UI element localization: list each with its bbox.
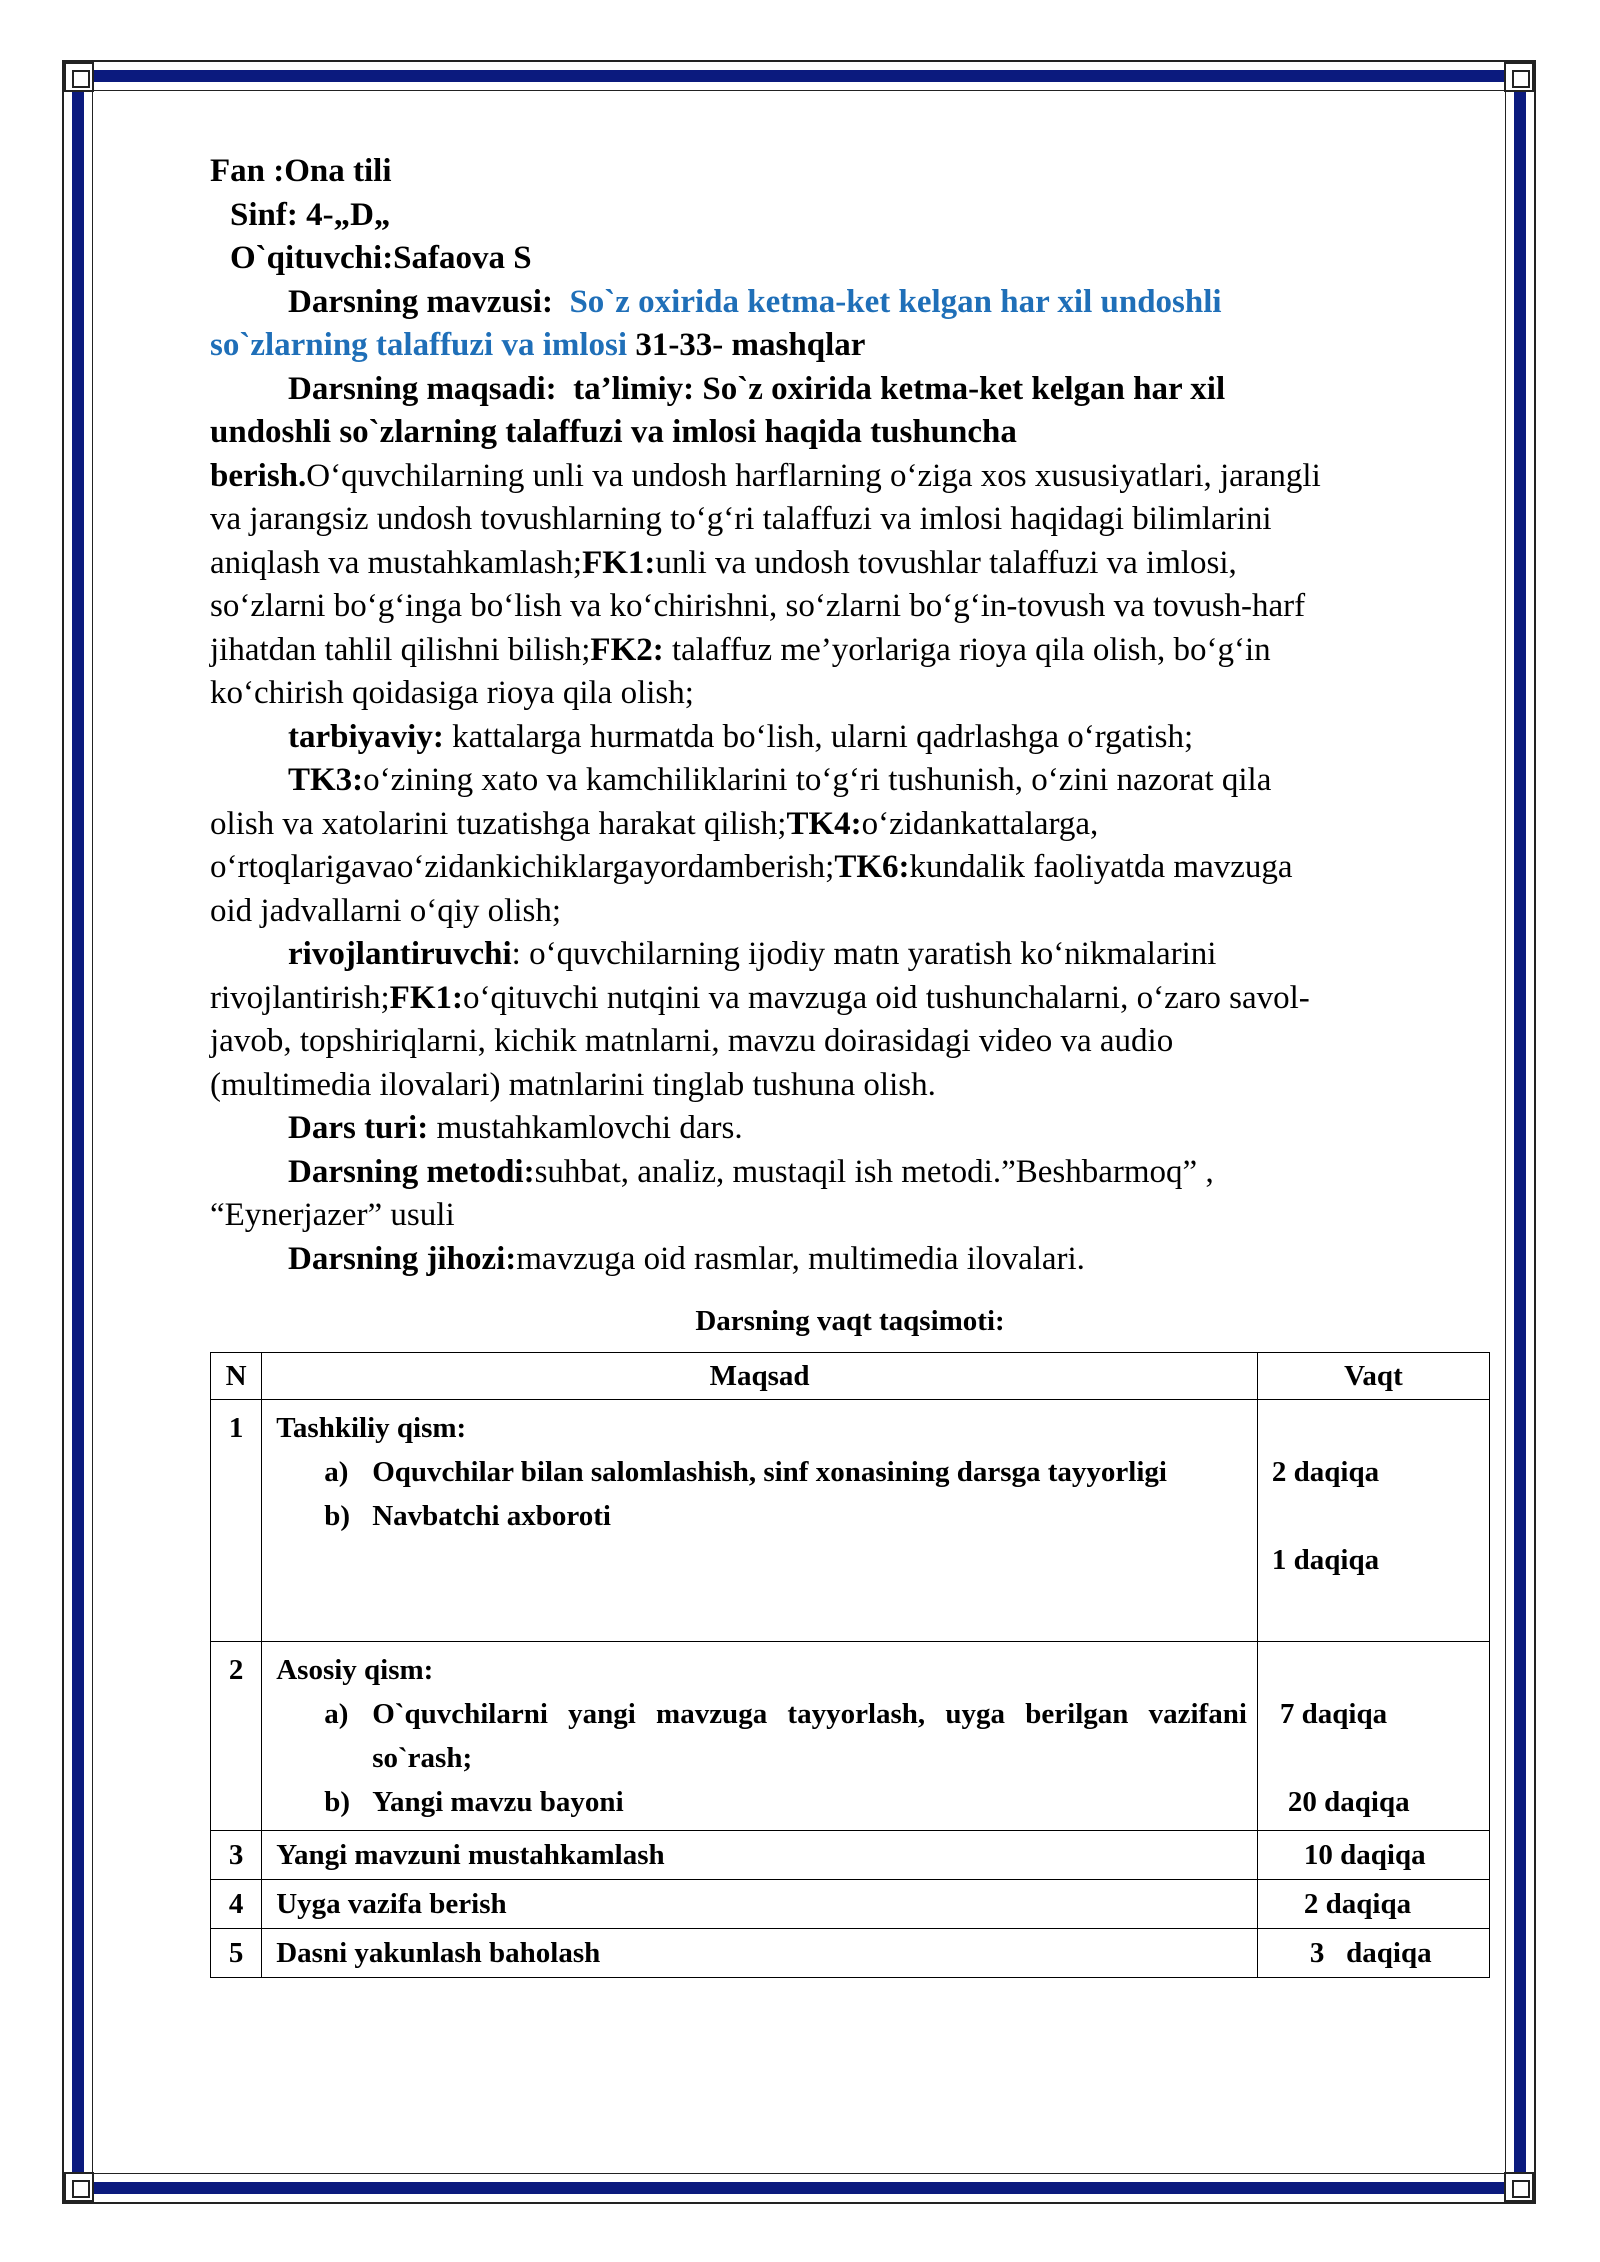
row-number: 4 (228, 1888, 244, 1920)
topic-text-2: so`zlarning talaffuzi va imlosi (210, 327, 628, 363)
teacher-line: O`qituvchi:Safaova S (230, 240, 532, 276)
aim-label: Darsning maqsadi: (288, 370, 557, 407)
row-number: 1 (228, 1412, 244, 1444)
corner-ornament-top-right (1504, 62, 1534, 92)
aim-text-7b: talaffuz me’yorlariga rioya qila olish, bo‘g‘in (663, 631, 1271, 668)
upbringing-line-2 (210, 759, 1490, 803)
tk4-label: TK4: (786, 805, 862, 842)
method-line-2: “Eynerjazer” usuli (210, 1197, 455, 1233)
exercises-text: 31-33- mashqlar (635, 327, 866, 363)
development-line-1 (210, 933, 1490, 977)
aim-line-1 (210, 368, 1490, 412)
class-line: Sinf: 4-„D„ (230, 196, 391, 233)
method-text: suhbat, analiz, mustaqil ish metodi.”Beshbarmoq” , (534, 1153, 1214, 1190)
topic-label: Darsning mavzusi: (288, 283, 553, 320)
lesson-plan-body (210, 150, 1490, 1281)
row-title: Dasni yakunlash baholash (276, 1937, 601, 1969)
list-item (276, 1494, 1247, 1538)
lesson-type-line (210, 1107, 1490, 1151)
aim-line-2: undoshli so`zlarning talaffuzi va imlosi haqida tushuncha (210, 414, 1017, 450)
equipment-text: mavzuga oid rasmlar, multimedia ilovalari. (516, 1240, 1085, 1277)
fk2-label: FK2: (590, 631, 664, 668)
list-item (276, 1450, 1247, 1494)
row-title: Tashkiliy qism: (276, 1412, 467, 1444)
tk3-text: o‘zining xato va kamchiliklarini to‘g‘ri tushunish, o‘zini nazorat qila (363, 762, 1272, 798)
aim-line-5 (210, 542, 1490, 586)
row-number: 2 (228, 1654, 244, 1686)
lesson-type-label: Dars turi: (288, 1110, 429, 1146)
tk3-label: TK3: (288, 762, 364, 798)
equipment-line (210, 1238, 1490, 1282)
upbringing-text-4b: kundalik faoliyatda mavzuga (909, 849, 1293, 885)
aim-text-7a: jihatdan tahlil qilishni bilish; (210, 631, 591, 668)
aim-line-6: so‘zlarni bo‘g‘inga bo‘lish va ko‘chirishni, so‘zlarni bo‘g‘in-tovush va tovush-harf (210, 588, 1306, 624)
table-row (211, 1880, 1490, 1929)
aim-line-3 (210, 455, 1490, 499)
topic-line-2 (210, 324, 1490, 368)
development-line-3: javob, topshiriqlarni, kichik matnlarni, mavzu doirasidagi video va audio (210, 1023, 1174, 1059)
development-text: : o‘quvchilarning ijodiy matn yaratish ko‘nikmalarini (511, 936, 1217, 972)
aim-text-5b: unli va undosh tovushlar talaffuzi va imlosi, (655, 544, 1237, 581)
upbringing-line-5: oid jadvallarni o‘qiy olish; (210, 892, 562, 929)
list-item (276, 1780, 1247, 1824)
row-title: Uyga vazifa berish (276, 1888, 507, 1920)
upbringing-text-3a: olish va xatolarini tuzatishga harakat qilish; (210, 805, 787, 842)
aim-text-3: O‘quvchilarning unli va undosh harflarning o‘ziga xos xususiyatlari, jarangli (306, 457, 1321, 494)
upbringing-text-3b: o‘zidankattalarga, (861, 805, 1099, 842)
upbringing-line-4 (210, 846, 1490, 890)
upbringing-line-3 (210, 803, 1490, 847)
row-number: 5 (228, 1937, 244, 1969)
subject-line: Fan :Ona tili (210, 153, 392, 189)
time-table-title: Darsning vaqt taqsimoti: (695, 1305, 1005, 1337)
aim-line-8: ko‘chirish qoidasiga rioya qila olish; (210, 675, 694, 711)
corner-ornament-bottom-left (64, 2172, 94, 2202)
development-text-2a: rivojlantirish; (210, 979, 390, 1016)
development-label: rivojlantiruvchi (288, 936, 512, 972)
table-row (211, 1929, 1490, 1978)
aim-educational-1: ta’limiy: So`z oxirida ketma-ket kelgan har xil (573, 370, 1226, 407)
item-time: 1 daqiqa (1271, 1544, 1380, 1576)
item-text: O`quvchilarni yangi mavzuga tayyorlash, uyga berilgan vazifani so`rash; (372, 1698, 1247, 1774)
method-line-1 (210, 1151, 1490, 1195)
item-text: Yangi mavzu bayoni (372, 1786, 624, 1818)
item-time: 20 daqiqa (1287, 1786, 1410, 1818)
item-time: 2 daqiqa (1271, 1456, 1380, 1488)
aim-text-5a: aniqlash va mustahkamlash; (210, 544, 583, 581)
list-item (276, 1692, 1247, 1780)
time-distribution-table (210, 1352, 1490, 1978)
upbringing-text: kattalarga hurmatda bo‘lish, ularni qadrlashga o‘rgatish; (443, 718, 1194, 755)
fk1-label: FK1: (582, 544, 656, 581)
lesson-type-text: mustahkamlovchi dars. (428, 1110, 743, 1146)
dev-fk1-label: FK1: (389, 979, 463, 1016)
row-title: Yangi mavzuni mustahkamlash (276, 1839, 665, 1871)
table-header-row (211, 1353, 1490, 1400)
method-label: Darsning metodi: (288, 1153, 535, 1190)
upbringing-label: tarbiyaviy: (288, 718, 444, 755)
upbringing-line-1 (210, 716, 1490, 760)
row-time: 3 daqiqa (1309, 1937, 1432, 1969)
item-label: a) (324, 1456, 349, 1488)
topic-line-1 (210, 281, 1490, 325)
aim-berish: berish. (210, 457, 307, 494)
aim-line-4: va jarangsiz undosh tovushlarning to‘g‘ri talaffuzi va imlosi haqidagi bilimlarini (210, 501, 1272, 537)
aim-line-7 (210, 629, 1490, 673)
tk6-label: TK6: (834, 849, 910, 885)
item-time: 7 daqiqa (1279, 1698, 1388, 1730)
equipment-label: Darsning jihozi: (288, 1240, 517, 1277)
header-n: N (211, 1353, 262, 1400)
corner-ornament-bottom-right (1504, 2172, 1534, 2202)
table-row (211, 1642, 1490, 1831)
row-title: Asosiy qism: (276, 1654, 434, 1686)
item-label: a) (324, 1698, 349, 1730)
table-row (211, 1831, 1490, 1880)
item-text: Navbatchi axboroti (372, 1500, 611, 1532)
development-line-4: (multimedia ilovalari) matnlarini tinglab tushuna olish. (210, 1066, 936, 1103)
topic-text-1: So`z oxirida ketma-ket kelgan har xil undoshli (569, 283, 1222, 320)
row-number: 3 (228, 1839, 244, 1871)
item-label: b) (324, 1786, 351, 1818)
item-label: b) (324, 1500, 351, 1532)
row-time: 2 daqiqa (1303, 1888, 1412, 1920)
header-maqsad: Maqsad (262, 1353, 1258, 1400)
development-text-2b: o‘qituvchi nutqini va mavzuga oid tushunchalarni, o‘zaro savol- (462, 979, 1310, 1016)
development-line-2 (210, 977, 1490, 1021)
upbringing-text-4a: o‘rtoqlarigavao‘zidankichiklargayordamberish; (210, 849, 835, 885)
corner-ornament-top-left (64, 62, 94, 92)
header-vaqt: Vaqt (1257, 1353, 1489, 1400)
row-time: 10 daqiqa (1303, 1839, 1426, 1871)
table-row (211, 1400, 1490, 1642)
item-text: Oquvchilar bilan salomlashish, sinf xonasining darsga tayyorligi (372, 1456, 1167, 1488)
